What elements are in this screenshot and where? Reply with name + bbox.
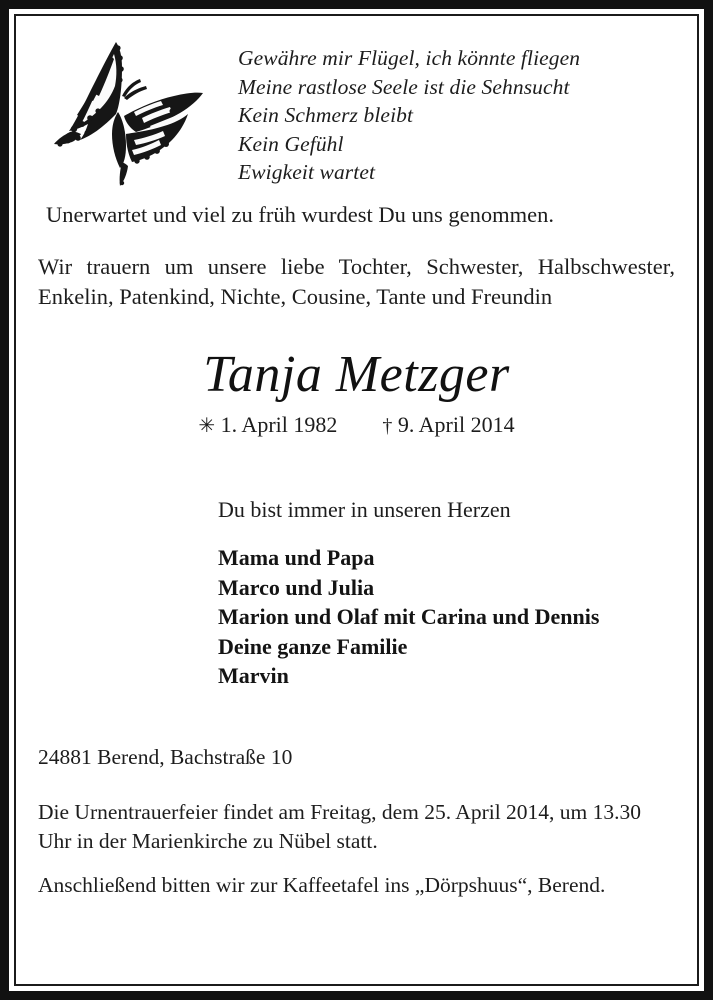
inner-border-rule <box>14 14 699 986</box>
death-cross-icon: † <box>382 415 393 437</box>
address-line: 24881 Berend, Bachstraße 10 <box>38 744 293 769</box>
list-item: Marco und Julia <box>218 574 375 600</box>
relationship-paragraph: Wir trauern um unsere liebe Tochter, Schwester, Halbschwester, Enkelin, Patenkind, Nichte, Cousine, Tante und Freundin <box>38 254 675 309</box>
deceased-name: Tanja Metzger <box>203 346 510 403</box>
poem-line: Ewigkeit wartet <box>238 160 376 184</box>
header-block <box>38 22 675 200</box>
poem-line: Kein Gefühl <box>238 131 344 156</box>
birth-date: 1. April 1982 <box>220 412 338 437</box>
poem-line: Kein Schmerz bleibt <box>238 103 414 127</box>
reception-details: Anschließend bitten wir zur Kaffeetafel ins „Dörpshuus“, Berend. <box>38 872 606 897</box>
mourners-list <box>38 543 675 691</box>
list-item: Mama und Papa <box>218 545 375 570</box>
poem <box>238 44 580 187</box>
lead-sentence: Unerwartet und viel zu früh wurdest Du uns genommen. <box>46 202 554 227</box>
list-item: Marvin <box>218 663 289 688</box>
list-item: Marion und Olaf mit Carina und Dennis <box>218 604 600 629</box>
birth-symbol-icon: ✳ <box>198 415 216 437</box>
dedication-line: Du bist immer in unseren Herzen <box>218 497 511 522</box>
life-dates <box>38 410 675 441</box>
poem-line: Gewähre mir Flügel, ich könnte fliegen <box>238 46 581 70</box>
service-details: Die Urnentrauerfeier findet am Freitag, dem 25. April 2014, um 13.30 Uhr in der Marienkirche zu Nübel statt. <box>38 799 642 853</box>
list-item: Deine ganze Familie <box>218 633 408 659</box>
butterfly-icon <box>46 34 206 189</box>
poem-line: Meine rastlose Seele ist die Sehnsucht <box>238 74 570 99</box>
notice-content <box>16 16 697 984</box>
death-date: 9. April 2014 <box>397 412 515 437</box>
